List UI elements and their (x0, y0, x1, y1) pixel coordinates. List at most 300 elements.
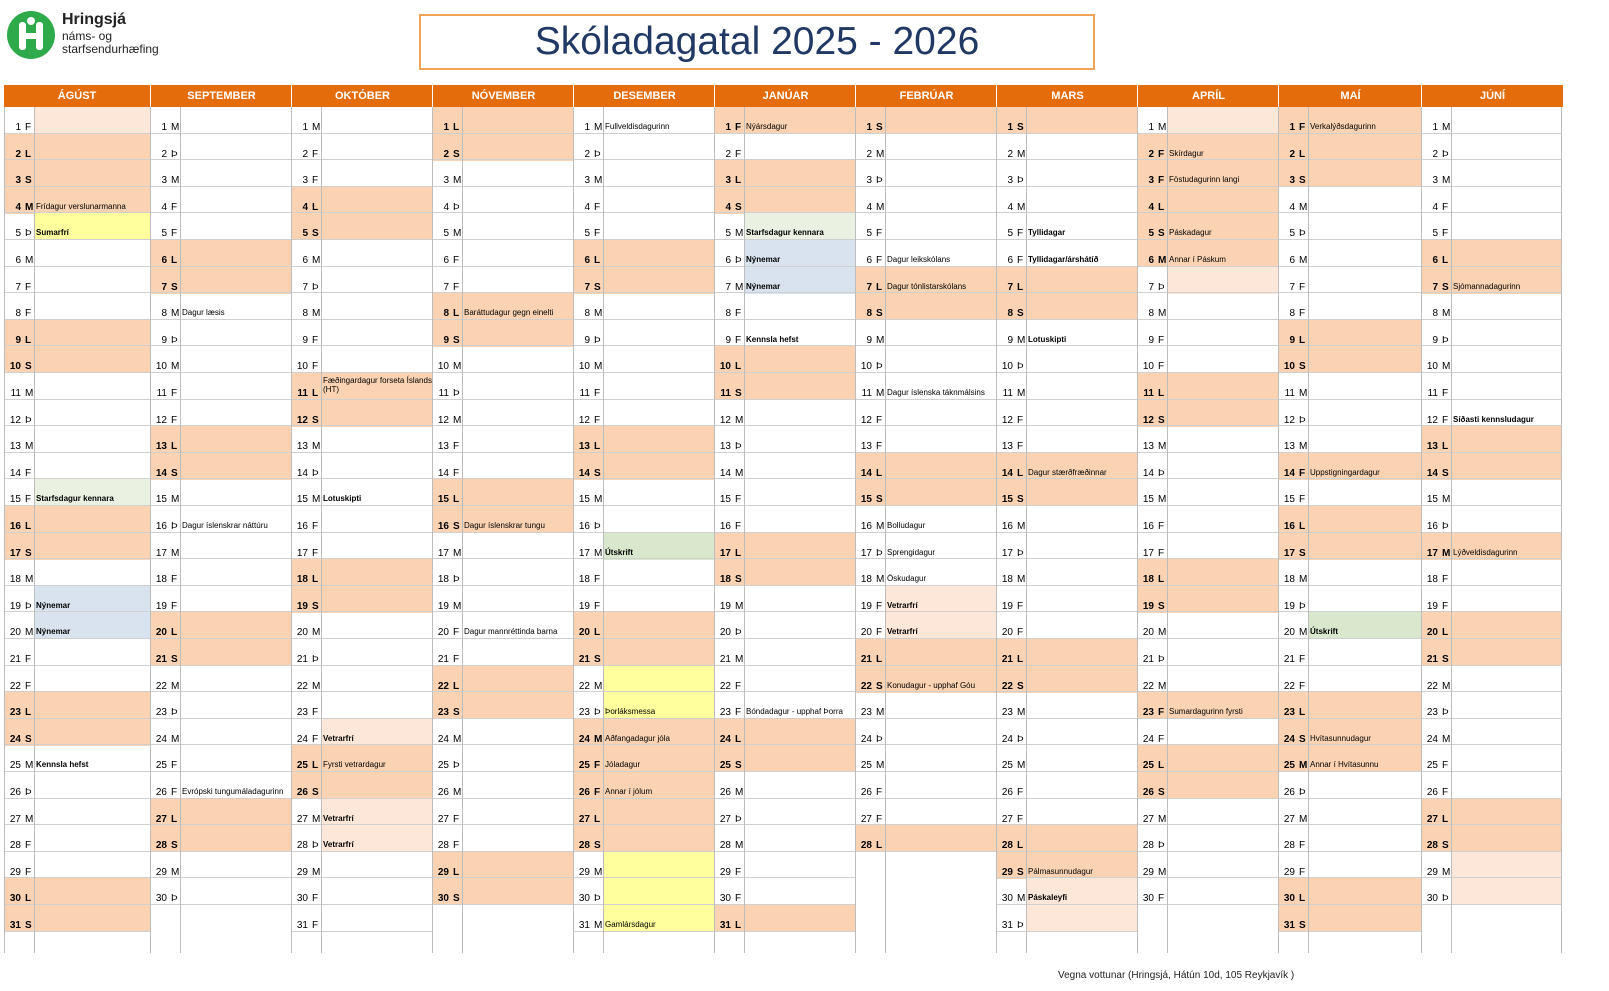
day-number-cell (1278, 187, 1308, 214)
event-cell (1308, 639, 1421, 666)
day-number-cell (996, 586, 1026, 613)
day-number-cell (1421, 320, 1451, 347)
day-number: 29 (719, 866, 731, 878)
day-number: 6 (1289, 255, 1295, 266)
event-cell (1026, 267, 1137, 294)
weekday-letter: S (594, 654, 601, 665)
event-cell (462, 107, 573, 134)
day-number-cell (573, 240, 603, 267)
day-number: 13 (9, 441, 21, 453)
day-number: 30 (155, 893, 167, 905)
weekday-letter: Þ (876, 175, 883, 187)
day-number: 20 (860, 627, 872, 639)
day-number-cell (291, 639, 321, 666)
weekday-letter: M (1017, 574, 1026, 586)
day-number-cell (4, 612, 34, 639)
weekday-letter: Þ (171, 521, 178, 532)
day-number-cell (150, 320, 180, 347)
event-label: Vetrarfrí (321, 719, 432, 746)
weekday-letter: M (1299, 574, 1308, 586)
weekday-letter: M (735, 840, 744, 852)
day-number-cell (1137, 187, 1167, 214)
event-label: Fæðingardagur forseta Íslands (HT) (321, 373, 432, 400)
event-cell (180, 346, 291, 373)
weekday-letter: F (25, 680, 32, 692)
event-cell (321, 267, 432, 294)
weekday-letter: F (1299, 654, 1306, 665)
day-number: 22 (1001, 680, 1013, 692)
day-number-cell (714, 479, 744, 506)
event-cell (321, 852, 432, 879)
page-title: Skóladagatal 2025 - 2026 (534, 20, 980, 63)
event-cell (744, 612, 855, 639)
weekday-letter: M (171, 547, 180, 559)
day-number-cell (4, 506, 34, 533)
weekday-letter: F (594, 414, 601, 426)
weekday-letter: S (594, 281, 601, 293)
event-label: Nýnemar (744, 267, 855, 294)
day-number: 8 (725, 308, 731, 320)
day-number: 1 (1007, 122, 1013, 133)
day-number-cell (150, 878, 180, 905)
day-number-cell (291, 692, 321, 719)
weekday-letter: Þ (1442, 148, 1449, 160)
row-divider (996, 931, 1137, 932)
weekday-letter: Þ (735, 441, 742, 453)
weekday-letter: F (876, 627, 883, 639)
day-number: 18 (719, 574, 731, 586)
weekday-letter: M (171, 866, 180, 878)
day-number-cell (150, 134, 180, 161)
weekday-letter: F (453, 627, 460, 639)
day-number: 30 (296, 893, 308, 905)
row-divider (714, 931, 855, 932)
day-number: 30 (578, 893, 590, 905)
logo-subtitle: náms- og starfsendurhæfing (62, 29, 159, 56)
weekday-letter: Þ (1158, 654, 1165, 665)
day-number-cell (1421, 559, 1451, 586)
weekday-letter: L (312, 760, 319, 772)
day-number: 8 (1148, 308, 1154, 320)
day-number: 12 (296, 414, 308, 426)
weekday-letter: Þ (594, 707, 601, 719)
day-number: 23 (1283, 707, 1295, 719)
day-number: 8 (443, 308, 449, 320)
day-number: 26 (860, 787, 872, 798)
day-number: 12 (719, 414, 731, 426)
weekday-letter: F (171, 201, 178, 213)
weekday-letter: M (876, 760, 885, 772)
day-number: 3 (725, 175, 731, 187)
event-label: Uppstigningardagur (1308, 453, 1421, 480)
day-number-cell (1137, 639, 1167, 666)
month-header: FEBRÚAR (855, 85, 997, 107)
column-divider (180, 107, 181, 953)
day-number: 25 (860, 760, 872, 772)
event-cell (1451, 213, 1562, 240)
day-number-cell (432, 346, 462, 373)
day-number-cell (1278, 373, 1308, 400)
weekday-letter: S (1299, 920, 1306, 931)
event-cell (1451, 586, 1562, 613)
day-number: 12 (1283, 414, 1295, 426)
event-cell (885, 825, 996, 852)
weekday-letter: S (312, 228, 319, 240)
event-cell (1451, 134, 1562, 161)
event-cell (180, 320, 291, 347)
day-number-cell (4, 479, 34, 506)
weekday-letter: F (1158, 707, 1165, 719)
day-number: 1 (443, 122, 449, 133)
weekday-letter: M (312, 255, 321, 266)
day-number-cell (150, 160, 180, 187)
day-number-cell (4, 825, 34, 852)
day-number: 2 (1007, 148, 1013, 160)
day-number-cell (714, 772, 744, 799)
weekday-letter: S (312, 787, 319, 798)
event-cell (1308, 346, 1421, 373)
weekday-letter: S (312, 600, 319, 612)
weekday-letter: F (594, 228, 601, 240)
day-number-cell (432, 719, 462, 746)
day-number: 24 (155, 733, 167, 745)
day-number-cell (1278, 692, 1308, 719)
weekday-letter: Þ (453, 201, 460, 213)
day-number-cell (291, 533, 321, 560)
day-number-cell (1421, 799, 1451, 826)
weekday-letter: L (1299, 521, 1306, 532)
day-number: 19 (719, 600, 731, 612)
event-cell (34, 240, 150, 267)
event-label: Dagur íslenskrar tungu (462, 506, 573, 533)
weekday-letter: Þ (1017, 361, 1024, 373)
weekday-letter: F (171, 414, 178, 426)
weekday-letter: F (594, 574, 601, 586)
weekday-letter: M (1158, 813, 1167, 825)
day-number-cell (432, 400, 462, 427)
weekday-letter: F (453, 654, 460, 665)
column-divider (1167, 107, 1168, 953)
day-number: 27 (860, 813, 872, 825)
day-number-cell (1421, 293, 1451, 320)
weekday-letter: L (453, 308, 460, 320)
day-number: 1 (1148, 122, 1154, 133)
event-label: Frídagur verslunarmanna (34, 187, 150, 214)
day-number: 11 (1002, 388, 1013, 399)
event-cell (1026, 506, 1137, 533)
day-number: 23 (860, 707, 872, 719)
weekday-letter: M (594, 547, 603, 559)
day-number-cell (573, 692, 603, 719)
weekday-letter: F (876, 787, 883, 798)
column-divider (573, 107, 574, 953)
day-number-cell (714, 825, 744, 852)
event-cell (462, 559, 573, 586)
weekday-letter: F (1158, 361, 1165, 373)
day-number-cell (150, 666, 180, 693)
event-label: Konudagur - upphaf Góu (885, 666, 996, 693)
weekday-letter: L (171, 813, 178, 825)
day-number-cell (291, 852, 321, 879)
day-number: 14 (296, 467, 308, 479)
column-divider (603, 107, 604, 953)
day-number: 12 (1142, 414, 1154, 426)
day-number: 14 (860, 467, 872, 479)
day-number-cell (855, 373, 885, 400)
day-number: 11 (861, 388, 872, 399)
day-number-cell (150, 745, 180, 772)
day-number: 12 (437, 414, 449, 426)
weekday-letter: M (735, 654, 744, 665)
weekday-letter: Þ (1158, 840, 1165, 852)
day-number-cell (1421, 426, 1451, 453)
weekday-letter: Þ (1158, 281, 1165, 293)
event-cell (1308, 666, 1421, 693)
event-label: Skírdagur (1167, 134, 1278, 161)
day-number: 10 (719, 361, 731, 373)
weekday-letter: M (1158, 122, 1167, 133)
event-cell (321, 506, 432, 533)
event-cell (1308, 426, 1421, 453)
event-cell (321, 240, 432, 267)
day-number: 11 (1143, 388, 1154, 399)
event-cell (1167, 799, 1278, 826)
event-cell (462, 745, 573, 772)
day-number-cell (1278, 559, 1308, 586)
event-cell (34, 666, 150, 693)
day-number: 5 (1289, 228, 1295, 240)
day-number-cell (855, 107, 885, 134)
event-cell (462, 267, 573, 294)
calendar-grid (4, 85, 1605, 954)
weekday-letter: M (25, 760, 34, 772)
event-cell (885, 346, 996, 373)
weekday-letter: Þ (735, 627, 742, 639)
day-number: 30 (1283, 893, 1295, 905)
day-number: 8 (866, 308, 872, 320)
event-cell (1167, 479, 1278, 506)
event-cell (1026, 187, 1137, 214)
event-cell (34, 267, 150, 294)
day-number-cell (714, 612, 744, 639)
day-number: 10 (9, 361, 21, 373)
event-cell (321, 426, 432, 453)
weekday-letter: F (453, 467, 460, 479)
day-number-cell (996, 400, 1026, 427)
event-cell (1026, 426, 1137, 453)
day-number-cell (996, 506, 1026, 533)
day-number-cell (1278, 612, 1308, 639)
weekday-letter: Þ (312, 840, 319, 852)
day-number: 21 (1426, 654, 1438, 665)
weekday-letter: M (1017, 893, 1026, 905)
month-header: DESEMBER (573, 85, 715, 107)
day-number-cell (573, 293, 603, 320)
day-number: 9 (866, 334, 872, 346)
event-cell (1451, 293, 1562, 320)
weekday-letter: S (1442, 467, 1449, 479)
event-cell (462, 533, 573, 560)
weekday-letter: M (453, 175, 462, 187)
event-label: Öskudagur (887, 574, 927, 584)
row-divider (4, 931, 150, 932)
day-number-cell (432, 107, 462, 134)
event-label: Þorláksmessa (603, 692, 714, 719)
day-number-cell (1278, 213, 1308, 240)
event-cell (1451, 719, 1562, 746)
day-number-cell (432, 878, 462, 905)
day-number: 23 (1142, 707, 1154, 719)
weekday-letter: Þ (453, 388, 460, 399)
day-number-cell (432, 825, 462, 852)
day-number-cell (150, 107, 180, 134)
event-cell (34, 426, 150, 453)
day-number-cell (150, 373, 180, 400)
day-number-cell (432, 187, 462, 214)
day-number-cell (150, 612, 180, 639)
weekday-letter: S (1299, 175, 1306, 187)
event-label: Útskrift (1308, 612, 1421, 639)
month-header: SEPTEMBER (150, 85, 292, 107)
day-number: 14 (578, 467, 590, 479)
weekday-letter: Þ (1442, 893, 1449, 905)
day-number: 22 (9, 680, 21, 692)
day-number: 20 (437, 627, 449, 639)
weekday-letter: S (453, 893, 460, 905)
day-number-cell (432, 799, 462, 826)
weekday-letter: F (876, 255, 883, 266)
weekday-letter: S (1299, 547, 1306, 559)
weekday-letter: M (312, 680, 321, 692)
event-cell (1308, 692, 1421, 719)
weekday-letter: Þ (312, 467, 319, 479)
day-number-cell (291, 107, 321, 134)
day-number-cell (996, 905, 1026, 932)
event-cell (744, 559, 855, 586)
event-cell (321, 533, 432, 560)
weekday-letter: L (594, 441, 601, 453)
event-cell (1167, 745, 1278, 772)
day-number: 24 (9, 733, 21, 745)
day-number-cell (432, 479, 462, 506)
day-number: 17 (1142, 547, 1154, 559)
column-divider (34, 107, 35, 953)
day-number-cell (855, 772, 885, 799)
day-number-cell (1421, 453, 1451, 480)
day-number-cell (150, 240, 180, 267)
event-label: Bóndadagur - upphaf Þorra (746, 707, 843, 717)
day-number: 17 (719, 547, 731, 559)
day-number-cell (1137, 453, 1167, 480)
weekday-letter: L (735, 175, 742, 187)
event-cell (180, 639, 291, 666)
day-number: 22 (1283, 680, 1295, 692)
event-cell (1308, 772, 1421, 799)
day-number: 26 (578, 787, 590, 798)
day-number-cell (573, 213, 603, 240)
weekday-letter: M (171, 175, 180, 187)
day-number: 1 (866, 122, 872, 133)
weekday-letter: Þ (876, 733, 883, 745)
weekday-letter: F (312, 707, 319, 719)
day-number: 5 (302, 228, 308, 240)
day-number: 9 (584, 334, 590, 346)
weekday-letter: Þ (171, 893, 178, 905)
event-cell (180, 267, 291, 294)
weekday-letter: F (876, 813, 883, 825)
event-label: Jóladagur (603, 745, 714, 772)
event-cell (1451, 825, 1562, 852)
event-cell (1451, 772, 1562, 799)
column-divider (4, 107, 5, 953)
day-number: 10 (1142, 361, 1154, 373)
weekday-letter: F (735, 334, 742, 346)
event-cell (744, 187, 855, 214)
day-number-cell (855, 825, 885, 852)
event-cell (744, 479, 855, 506)
weekday-letter: F (1299, 467, 1306, 479)
day-number-cell (1421, 267, 1451, 294)
day-number-cell (1137, 825, 1167, 852)
weekday-letter: F (594, 388, 601, 399)
day-number: 29 (9, 866, 21, 878)
event-label: Aðfangadagur jóla (603, 719, 714, 746)
day-number-cell (996, 612, 1026, 639)
day-number-cell (855, 346, 885, 373)
day-number: 4 (725, 201, 731, 213)
weekday-letter: M (171, 733, 180, 745)
weekday-letter: L (876, 281, 883, 293)
event-cell (1451, 426, 1562, 453)
event-cell (1308, 825, 1421, 852)
event-cell (321, 134, 432, 161)
day-number-cell (714, 426, 744, 453)
weekday-letter: Þ (171, 148, 178, 160)
day-number: 22 (719, 680, 731, 692)
day-number: 25 (296, 760, 308, 772)
weekday-letter: Þ (312, 654, 319, 665)
event-cell (1308, 293, 1421, 320)
weekday-letter: S (876, 494, 883, 506)
event-cell (1451, 559, 1562, 586)
event-cell (1026, 772, 1137, 799)
event-cell (1308, 559, 1421, 586)
day-number-cell (4, 400, 34, 427)
event-cell (603, 160, 714, 187)
day-number: 10 (1001, 361, 1013, 373)
event-label: Dagur læsis (182, 308, 225, 318)
day-number: 14 (437, 467, 449, 479)
event-cell (1167, 586, 1278, 613)
weekday-letter: S (1158, 228, 1165, 240)
day-number-cell (4, 267, 34, 294)
day-number: 7 (866, 281, 872, 293)
day-number-cell (150, 479, 180, 506)
weekday-letter: Þ (25, 228, 32, 240)
weekday-letter: F (1158, 521, 1165, 532)
day-number: 11 (1284, 388, 1295, 399)
day-number-cell (432, 134, 462, 161)
day-number: 6 (161, 255, 167, 266)
day-number-cell (1278, 719, 1308, 746)
event-cell (180, 745, 291, 772)
event-label: Nýnemar (744, 240, 855, 267)
event-cell (1026, 905, 1137, 932)
event-cell (603, 267, 714, 294)
day-number-cell (996, 719, 1026, 746)
day-number-cell (714, 346, 744, 373)
day-number-cell (573, 134, 603, 161)
